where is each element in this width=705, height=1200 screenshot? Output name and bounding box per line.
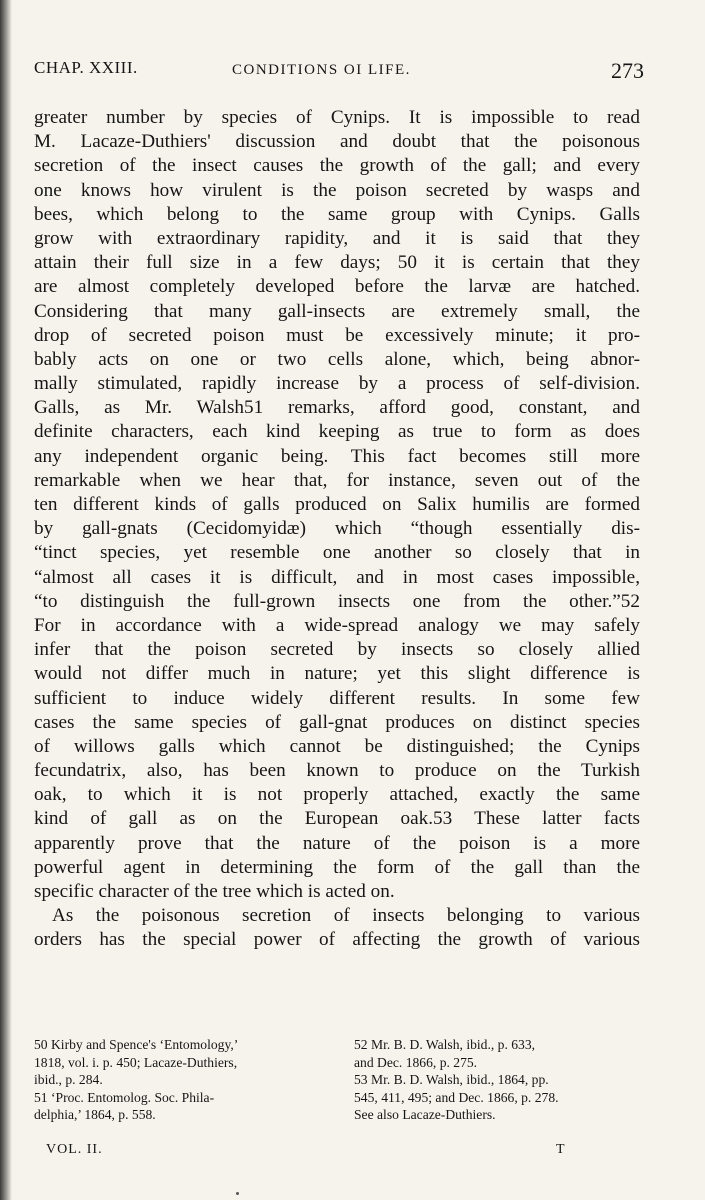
footnotes-left-column — [34, 1036, 326, 1124]
signature-mark: T — [556, 1142, 566, 1157]
body-line: ten different kinds of galls produced on Salix humilis are formed — [34, 494, 640, 515]
body-line: are almost completely developed before the larvæ are hatched. — [34, 276, 640, 298]
body-line: fecundatrix, also, has been known to produce on the Turkish — [34, 760, 640, 782]
body-line: bees, which belong to the same group with Cynips. Galls — [34, 203, 640, 225]
body-line: grow with extraordinary rapidity, and it is said that they — [34, 227, 640, 249]
footnote-line: delphia,’ 1864, p. 558. — [34, 1107, 156, 1123]
body-line: remarkable when we hear that, for instance, seven out of the — [34, 469, 640, 491]
footnote-line: 1818, vol. i. p. 450; Lacaze-Duthiers, — [34, 1054, 238, 1070]
body-line: kind of gall as on the European oak.53 These latter facts — [34, 808, 640, 830]
footnotes-right-column — [354, 1036, 646, 1124]
body-line: powerful agent in determining the form of the gall than the — [34, 856, 640, 878]
body-line: Galls, as Mr. Walsh51 remarks, afford good, constant, and — [34, 397, 640, 419]
footnote-line: 53 Mr. B. D. Walsh, ibid., 1864, pp. — [354, 1072, 549, 1088]
body-line: of willows galls which cannot be distinguished; the Cynips — [34, 735, 640, 757]
chapter-label: CHAP. XXIII. — [34, 58, 138, 77]
body-line: apparently prove that the nature of the poison is a more — [34, 832, 640, 854]
body-line: by gall-gnats (Cecidomyidæ) which “though essentially dis- — [34, 518, 640, 540]
body-line: bably acts on one or two cells alone, which, being abnor- — [34, 348, 640, 370]
body-line: drop of secreted poison must be excessively minute; it pro- — [34, 324, 640, 346]
body-line: infer that the poison secreted by insects so closely allied — [34, 639, 640, 661]
body-line: attain their full size in a few days; 50 it is certain that they — [34, 252, 640, 274]
footnote-line: 52 Mr. B. D. Walsh, ibid., p. 633, — [354, 1037, 536, 1052]
footnote-line: 51 ‘Proc. Entomolog. Soc. Phila- — [34, 1089, 215, 1105]
volume-label: VOL. II. — [46, 1142, 103, 1157]
body-text — [34, 106, 640, 953]
body-line: secretion of the insect causes the growth of the gall; and every — [34, 155, 640, 177]
ink-speck — [236, 1192, 239, 1195]
body-line: would not differ much in nature; yet this slight difference is — [34, 663, 640, 685]
footnote-line: ibid., p. 284. — [34, 1072, 103, 1088]
body-line: orders has the special power of affecting the growth of various — [34, 929, 640, 951]
body-line: “tinct species, yet resemble one another so closely that in — [34, 542, 640, 564]
page-footer — [34, 1142, 640, 1164]
body-line: one knows how virulent is the poison secreted by wasps and — [34, 179, 640, 201]
body-line: M. Lacaze-Duthiers' discussion and doubt that the poisonous — [34, 131, 640, 153]
footnote-line: See also Lacaze-Duthiers. — [354, 1107, 496, 1123]
body-line: sufficient to induce widely different results. In some few — [34, 687, 640, 709]
body-line: cases the same species of gall-gnat produces on distinct species — [34, 711, 640, 733]
body-line: As the poisonous secretion of insects belonging to various — [52, 905, 640, 927]
body-line: any independent organic being. This fact becomes still more — [34, 445, 640, 467]
body-line: “almost all cases it is difficult, and in most cases impossible, — [34, 566, 640, 588]
body-line: mally stimulated, rapidly increase by a process of self-division. — [34, 373, 640, 395]
footnote-line: 50 Kirby and Spence's ‘Entomology,’ — [34, 1037, 239, 1052]
body-line: Considering that many gall-insects are extremely small, the — [34, 300, 640, 322]
body-line: specific character of the tree which is acted on. — [34, 881, 395, 902]
body-line: definite characters, each kind keeping as true to form as does — [34, 421, 640, 443]
page-binding-edge — [0, 0, 12, 1200]
footnote-line: and Dec. 1866, p. 275. — [354, 1054, 478, 1070]
footnote-line: 545, 411, 495; and Dec. 1866, p. 278. — [354, 1089, 559, 1105]
running-title: CONDITIONS OI LIFE. — [232, 62, 411, 78]
body-line: For in accordance with a wide-spread analogy we may safely — [34, 614, 640, 636]
running-header — [34, 58, 644, 88]
body-line: oak, to which it is not properly attached, exactly the same — [34, 784, 640, 806]
body-line: “to distinguish the full-grown insects one from the other.”52 — [34, 590, 640, 612]
body-line: greater number by species of Cynips. It is impossible to read — [34, 107, 640, 128]
page-number: 273 — [611, 58, 644, 83]
